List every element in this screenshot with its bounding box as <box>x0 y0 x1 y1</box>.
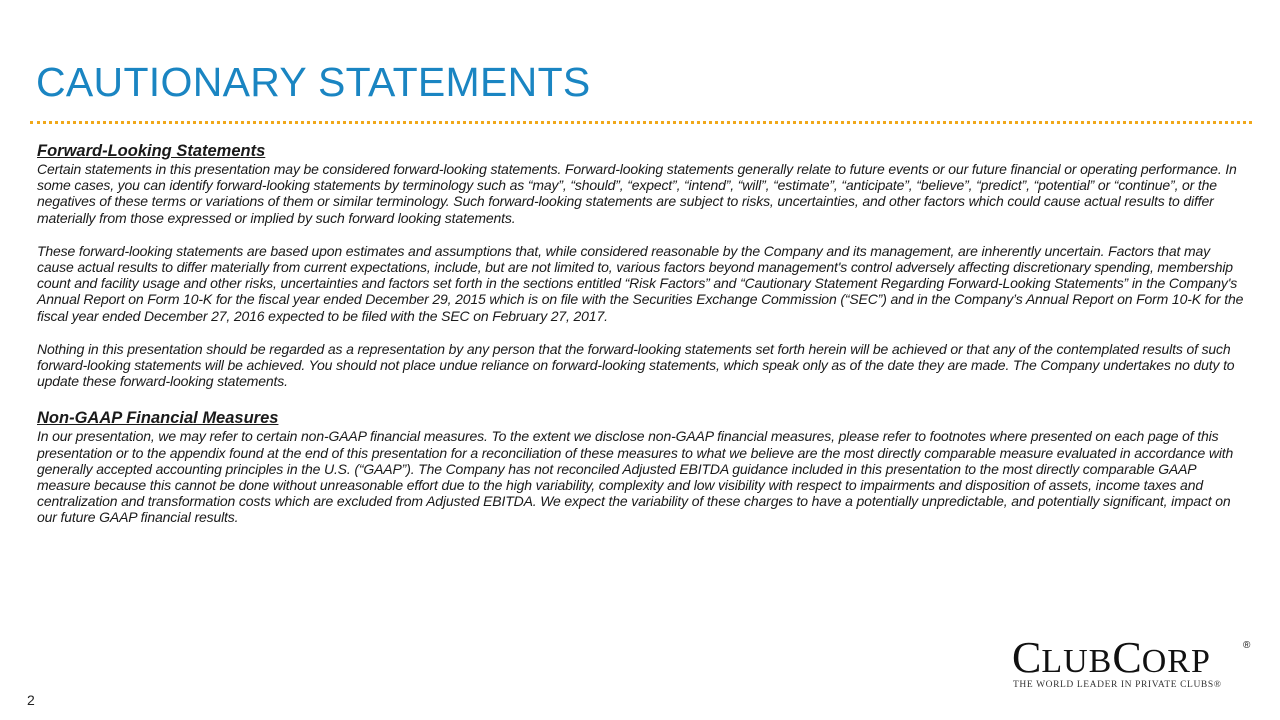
spacer <box>37 324 1247 341</box>
clubcorp-logo <box>1010 633 1254 696</box>
forward-looking-paragraph-2: These forward-looking statements are based upon estimates and assumptions that, while considered reasonable by the Company and its management, are inherently uncertain. Factors that may cause actual results to differ materially from current expectations, include, but are not limited to, various factors beyond management's control adversely affecting discretionary spending, membership count and facility usage and other risks, uncertainties and factors set forth in the sections entitled “Risk Factors” and “Cautionary Statement Regarding Forward-Looking Statements” in the Company's Annual Report on Form 10-K for the fiscal year ended December 29, 2015 which is on file with the Securities Exchange Commission (“SEC”) and in the Company’s Annual Report on Form 10-K for the fiscal year ended December 27, 2016 expected to be filed with the SEC on February 27, 2017. <box>37 242 1244 324</box>
spacer <box>37 226 1247 243</box>
registered-mark: ® <box>1243 640 1251 651</box>
dotted-divider <box>30 121 1252 124</box>
forward-looking-paragraph-1: Certain statements in this presentation may be considered forward-looking statements. Forward-looking statements generally relate to future events or our future financial or operating performance. In some cases, you can identify forward-looking statements by terminology such as “may”, “should”, “expect”, “intend”, “will”, “estimate”, “anticipate”, “believe”, “predict”, “potential” or “continue”, or the negatives of these terms or variations of them or similar terminology. Such forward-looking statements are subject to risks, uncertainties, and other factors which could cause actual results to differ materially from those expressed or implied by such forward looking statements. <box>37 161 1237 226</box>
forward-looking-paragraph-3: Nothing in this presentation should be regarded as a representation by any person that the forward-looking statements set forth herein will be achieved or that any of the contemplated results of such forward-looking statements will be achieved. You should not place undue reliance on forward-looking statements, which speak only as of the date they are made. The Company undertakes no duty to update these forward-looking statements. <box>37 340 1235 390</box>
logo-wordmark: CLUBCORP <box>1012 633 1211 682</box>
forward-looking-heading: Forward-Looking Statements <box>37 142 266 160</box>
non-gaap-heading: Non-GAAP Financial Measures <box>37 409 279 428</box>
slide-title: CAUTIONARY STATEMENTS <box>36 59 591 105</box>
spacer <box>37 389 1247 409</box>
logo-tagline: THE WORLD LEADER IN PRIVATE CLUBS® <box>1013 680 1222 690</box>
page-number: 2 <box>27 692 35 708</box>
content-body <box>37 142 1247 526</box>
non-gaap-paragraph: In our presentation, we may refer to certain non-GAAP financial measures. To the extent we disclose non-GAAP financial measures, please refer to footnotes where presented on each page of this presentation or to the appendix found at the end of this presentation for a reconciliation of these measures to what we believe are the most directly comparable measure evaluated in accordance with generally accepted accounting principles in the U.S. (“GAAP”). The Company has not reconciled Adjusted EBITDA guidance included in this presentation to the most directly comparable GAAP measure because this cannot be done without unreasonable effort due to the high variability, complexity and low visibility with respect to impairments and disposition of assets, income taxes and centralization and transformation costs which are excluded from Adjusted EBITDA. We expect the variability of these charges to have a potentially unpredictable, and potentially significant, impact on our future GAAP financial results. <box>37 428 1234 526</box>
